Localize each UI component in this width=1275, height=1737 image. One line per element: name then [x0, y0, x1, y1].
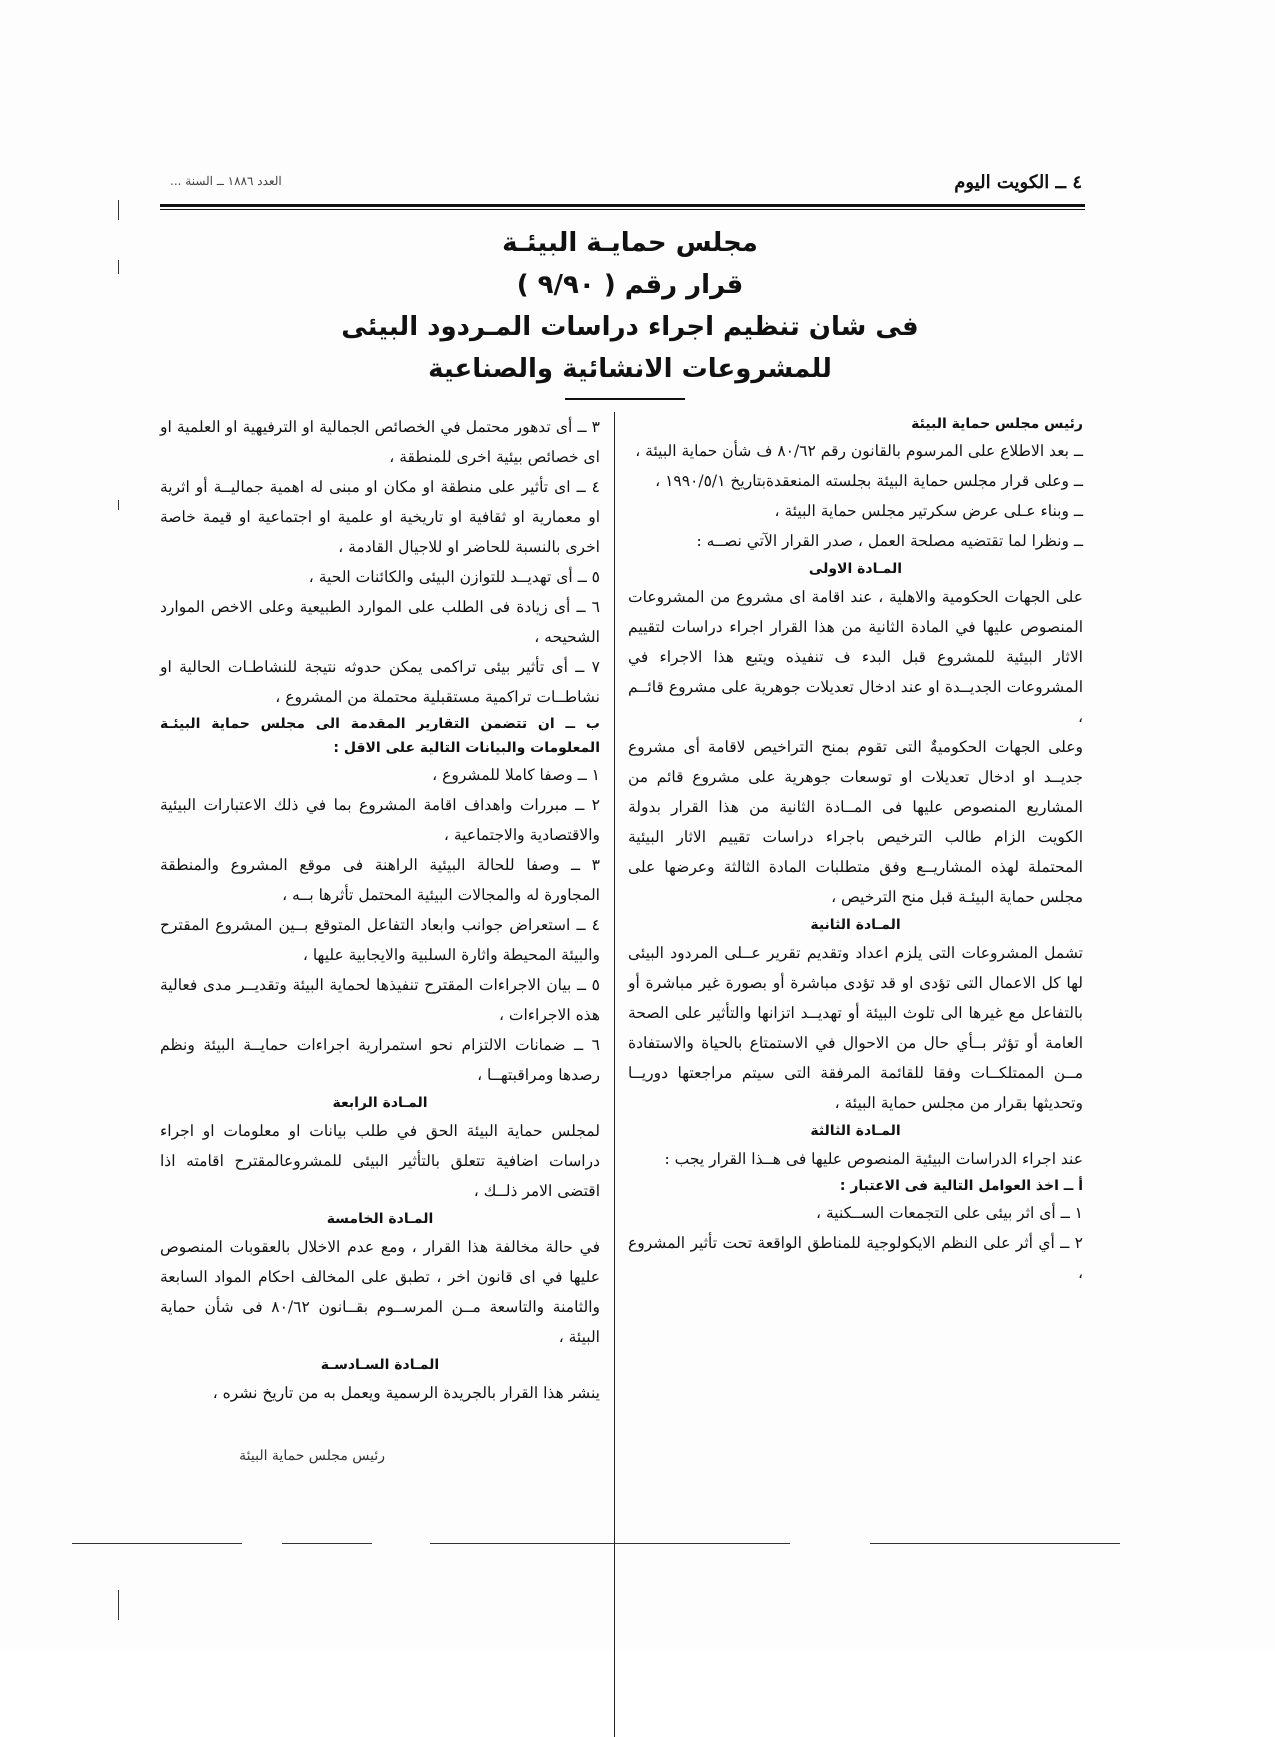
- article-heading: المـادة الخامسة: [326, 1211, 434, 1227]
- footer-rule: [430, 1543, 790, 1544]
- footer-rule: [282, 1543, 372, 1544]
- article-heading: المـادة الثانية: [810, 917, 901, 933]
- page-number-label: ٤ ــ الكويت اليوم: [954, 172, 1082, 193]
- bold-clause: أ ــ اخذ العوامل التالية فى الاعتبار :: [839, 1178, 1083, 1194]
- paragraph: ١ ــ وصفا كاملا للمشروع ،: [432, 766, 600, 784]
- paragraph: ٤ ــ اى تأثير على منطقة او مكان او مبنى له اهمية جماليــة أو اثرية او معمارية او ثقافية او تاريخية او علمية او اجتماعية او قيمة خاصة اخرى بالنسبة للحاضر او للاجيال القادمة ،: [160, 478, 600, 556]
- article-heading: المـادة الرابعة: [332, 1095, 428, 1111]
- paragraph: ٤ ــ استعراض جوانب وابعاد التفاعل المتوقع بــين المشروع المقترح والبيئة المحيطة واثارة السلبية والايجابية عليها ،: [160, 916, 600, 964]
- margin-mark: [118, 200, 119, 220]
- margin-mark: [118, 260, 119, 274]
- paragraph: ينشر هذا القرار بالجريدة الرسمية ويعمل به من تاريخ نشره ،: [212, 1384, 600, 1402]
- title-rule: [565, 398, 685, 400]
- paragraph: ــ وعلى قرار مجلس حماية البيئة بجلسته المنعقدةبتاريخ ١٩٩٠/٥/١ ،: [655, 472, 1083, 490]
- paragraph: وعلى الجهات الحكوميةٌ التى تقوم بمنح التراخيص لاقامة أى مشروع جديــد او ادخال تعديلات او توسعات جوهرية على مشروع قائم من المشاريع المنصوص عليها فى المــادة الثانية من هذا القرار بدولة الكويت الزام طالب الترخيص باجراء دراسات تقييم الاثار البيئية المحتملة لهذه المشاريــع وفق متطلبات المادة الثالثة وعرضها على مجلس حماية البيئـة قبل منح الترخيص ،: [628, 738, 1083, 906]
- paragraph: ــ بعد الاطلاع على المرسوم بالقانون رقم ٨٠/٦٢ ف شأن حماية البيئة ،: [635, 442, 1083, 460]
- footer-rule: [870, 1543, 1120, 1544]
- bold-clause: رئيس مجلس حماية البيئة: [911, 416, 1083, 432]
- paragraph: ٦ ــ ضمانات الالتزام نحو استمرارية اجراءات حمايــة البيئة ونظم رصدها ومراقبتهــا ،: [160, 1036, 600, 1084]
- header-rule: [160, 204, 1085, 207]
- paragraph: ٣ ــ وصفا للحالة البيئية الراهنة فى موقع المشروع والمنطقة المجاورة له والمجالات البيئية المحتمل تأثرها بــه ،: [160, 856, 600, 904]
- paragraph: في حالة مخالفة هذا القرار ، ومع عدم الاخلال بالعقوبات المنصوص عليها في اى قانون اخر ، تطبق على المخالف احكام المواد السابعة والثامنة والتاسعة مــن المرســوم بقــانون ٨٠/٦٢ فى شأن حماية البيئة ،: [160, 1238, 601, 1346]
- article-heading: المـادة السـادسـة: [320, 1357, 440, 1373]
- paragraph: ٥ ــ أى تهديــد للتوازن البيئى والكائنات الحية ،: [308, 568, 600, 586]
- left-column: [160, 412, 600, 1408]
- paragraph: ٣ ــ أى تدهور محتمل في الخصائص الجمالية او الترفيهية او العلمية او اى خصائص بيئية اخرى للمنطقة ،: [160, 418, 600, 466]
- paragraph: ٥ ــ بيان الاجراءات المقترح تنفيذها لحماية البيئة وتقديــر مدى فعالية هذه الاجراءات ،: [160, 976, 600, 1024]
- paragraph: لمجلس حماية البيئة الحق في طلب بيانات او معلومات او اجراء دراسات اضافية تتعلق بالتأثير البيئى للمشروعالمقترح اقامته اذا اقتضى الامر ذلــك ،: [160, 1122, 600, 1200]
- paragraph: ٦ ــ أى زيادة فى الطلب على الموارد الطبيعية وعلى الاخص الموارد الشحيحه ،: [160, 598, 600, 646]
- column-divider: [614, 412, 615, 1737]
- header-rule-thin: [160, 209, 1085, 210]
- paragraph: ٢ ــ أي أثر على النظم الايكولوجية للمناطق الواقعة تحت تأثير المشروع ،: [628, 1234, 1083, 1282]
- footer-rule: [72, 1543, 242, 1544]
- decree-title: [300, 222, 960, 390]
- right-column: [628, 412, 1083, 1288]
- title-subject: فى شان تنظيم اجراء دراسات المـردود البيئى: [341, 312, 919, 342]
- paragraph: ٧ ــ أى تأثير بيئى تراكمى يمكن حدوثه نتيجة للنشاطـات الحالية او نشاطــات تراكمية مستقبلية محتملة من المشروع ،: [160, 658, 600, 706]
- bold-clause: ب ــ ان تتضمن التقارير المقدمة الى مجلس حماية البيئـة المعلومات والبيانات التالية على الاقل :: [160, 716, 600, 756]
- title-decree-number: قرار رقم ( ٩/٩٠ ): [516, 270, 744, 300]
- paragraph: عند اجراء الدراسات البيئية المنصوص عليها فى هــذا القرار يجب :: [664, 1150, 1083, 1168]
- paragraph: على الجهات الحكومية والاهلية ، عند اقامة اى مشروع من المشروعات المنصوص عليها في المادة الثانية من هذا القرار اجراء دراسات لتقييم الاثار البيئية للمشروع قبل البدء ف تنفيذه ويتبع هذا الاجراء في المشروعات الجديــدة او عند ادخال تعديلات جوهرية على مشروع قائــم ،: [628, 588, 1083, 726]
- paragraph: ــ وبناء عـلى عرض سكرتير مجلس حماية البيئة ،: [774, 502, 1083, 520]
- title-council: مجلس حمايـة البيئـة: [502, 228, 758, 258]
- page-header: [170, 170, 1082, 206]
- paragraph: ١ ــ أى اثر بيئى على التجمعات الســكنية ،: [816, 1204, 1083, 1222]
- article-heading: المـادة الاولى: [808, 561, 903, 577]
- margin-mark: [118, 500, 119, 510]
- paragraph: ــ ونظرا لما تقتضيه مصلحة العمل ، صدر القرار الآتي نصــه :: [696, 532, 1083, 550]
- issue-label: العدد ١٨٨٦ ــ السنة ...: [170, 174, 282, 188]
- margin-mark: [118, 1590, 119, 1620]
- paragraph: تشمل المشروعات التى يلزم اعداد وتقديم تقرير عــلى المردود البيئى لها كل الاعمال التى تؤدى او قد تؤدى مباشرة أو بصورة غير مباشرة أو بالتفاعل مع غيرها الى تلوث البيئة أو تهديــد اتزانها والتأثير على الصحة العامة أو تؤثر بــأي حال من الاحوال في الاستمتاع بالحياة والاستفادة مــن الممتلكــات وفقا للقائمة المرفقة التى سيتم مراجعتها دوريــا وتحديثها بقرار من مجلس حماية البيئة ،: [628, 944, 1083, 1112]
- title-subject-continued: للمشروعات الانشائية والصناعية: [428, 354, 832, 384]
- paragraph: ٢ ــ مبررات واهداف اقامة المشروع بما في ذلك الاعتبارات البيئية والاقتصادية والاجتماعية ،: [160, 796, 600, 844]
- signature: رئيس مجلس حماية البيئة: [239, 1448, 385, 1464]
- article-heading: المـادة الثالثة: [810, 1123, 901, 1139]
